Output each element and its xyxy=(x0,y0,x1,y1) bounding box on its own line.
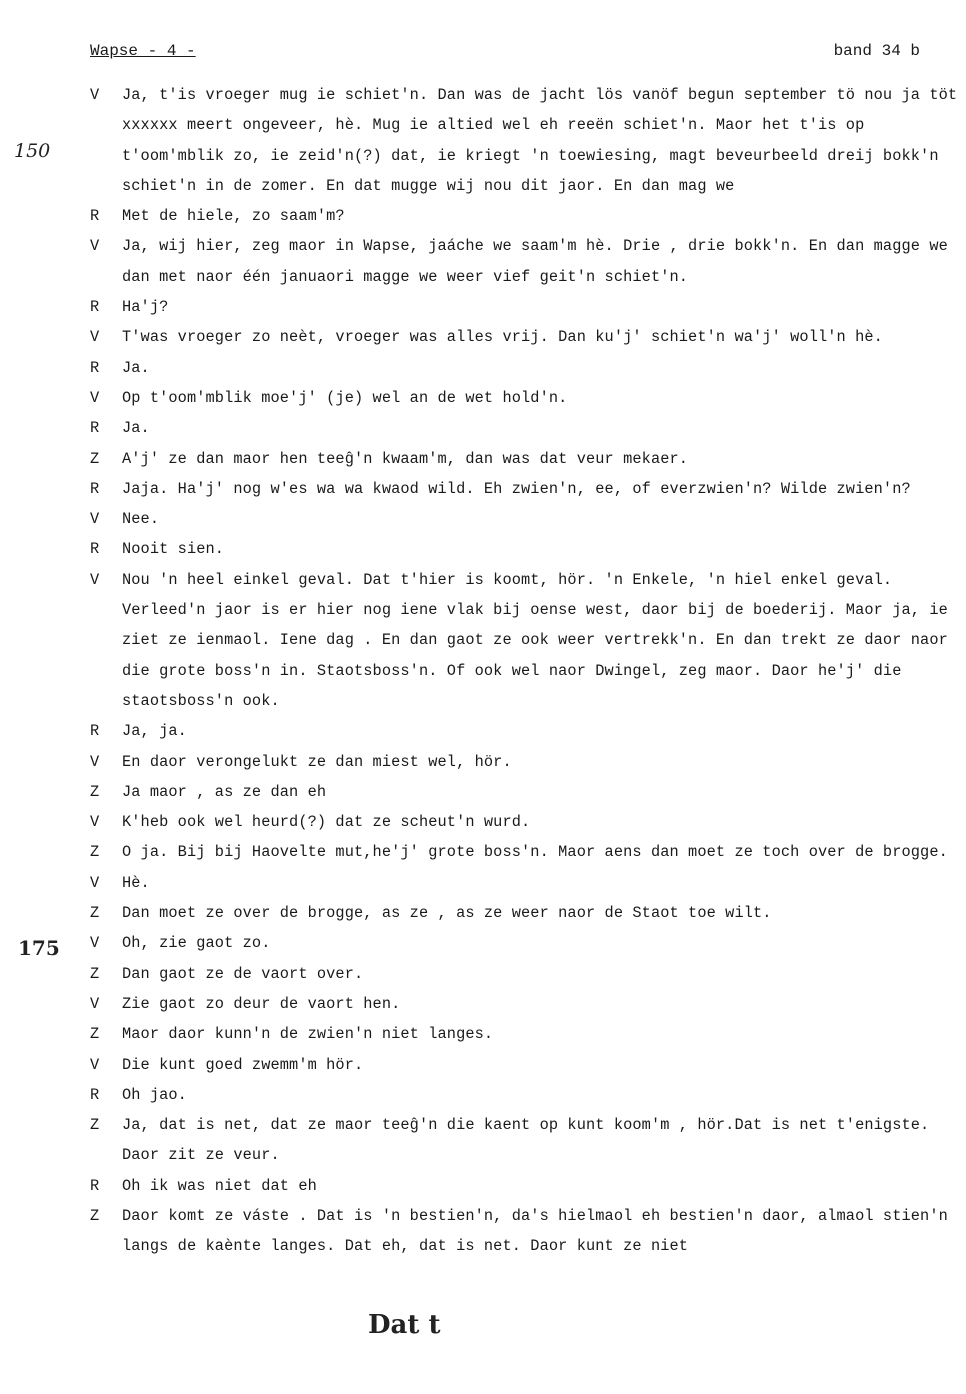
speaker-label: Z xyxy=(90,964,100,983)
speaker-label: Z xyxy=(90,1025,100,1044)
transcript-entry xyxy=(90,898,966,928)
utterance-text: Dan gaot ze de vaort over. xyxy=(122,964,364,983)
transcript-entry xyxy=(90,837,966,867)
utterance-text: Hè. xyxy=(122,873,150,892)
transcript-entry xyxy=(90,444,966,474)
transcript-entry xyxy=(90,322,966,352)
transcript-entry xyxy=(90,1050,966,1080)
transcript-entry xyxy=(90,1110,966,1171)
speaker-label: V xyxy=(90,237,100,256)
speaker-label: R xyxy=(90,298,100,317)
handwritten-correction: Dat t xyxy=(368,1310,441,1340)
transcript-entry xyxy=(90,747,966,777)
transcript-entry xyxy=(90,201,966,231)
utterance-text: O ja. Bij bij Haovelte mut,he'j' grote boss'n. Maor aens dan moet ze toch over de brogge. xyxy=(122,843,948,862)
speaker-label: R xyxy=(90,207,100,226)
utterance-text: Ja, ja. xyxy=(122,722,187,741)
transcript-entry xyxy=(90,807,966,837)
speaker-label: V xyxy=(90,994,100,1013)
utterance-text: Dan moet ze over de brogge, as ze , as ze weer naor de Staot toe wilt. xyxy=(122,904,772,923)
utterance-text: Maor daor kunn'n de zwien'n niet langes. xyxy=(122,1025,494,1044)
speaker-label: R xyxy=(90,1085,100,1104)
page-header xyxy=(90,42,920,66)
utterance-text: En daor verongelukt ze dan miest wel, hör. xyxy=(122,752,512,771)
speaker-label: V xyxy=(90,813,100,832)
speaker-label: V xyxy=(90,873,100,892)
transcript-entry xyxy=(90,989,966,1019)
utterance-text: Ja, wij hier, zeg maor in Wapse, jaáche we saam'm hè. Drie , drie bokk'n. En dan magge we dan met naor één januaori magge we weer vief geit'n schiet'n. xyxy=(122,237,948,286)
speaker-label: Z xyxy=(90,1206,100,1225)
speaker-label: V xyxy=(90,570,100,589)
utterance-text: Die kunt goed zwemm'm hör. xyxy=(122,1055,364,1074)
transcript-entry xyxy=(90,1080,966,1110)
utterance-text: Ja. xyxy=(122,419,150,438)
transcript-entry xyxy=(90,1171,966,1201)
transcript-entry xyxy=(90,534,966,564)
speaker-label: Z xyxy=(90,449,100,468)
transcript-entry xyxy=(90,1201,966,1262)
transcript-entry xyxy=(90,716,966,746)
transcript-entry xyxy=(90,383,966,413)
speaker-label: V xyxy=(90,510,100,529)
speaker-label: V xyxy=(90,388,100,407)
transcript-entry xyxy=(90,504,966,534)
utterance-text: Nee. xyxy=(122,510,160,529)
utterance-text: K'heb ook wel heurd(?) dat ze scheut'n wurd. xyxy=(122,813,531,832)
utterance-text: T'was vroeger zo neèt, vroeger was alles vrij. Dan ku'j' schiet'n wa'j' woll'n hè. xyxy=(122,328,883,347)
speaker-label: R xyxy=(90,419,100,438)
transcript-entry xyxy=(90,565,966,716)
transcript-entry xyxy=(90,353,966,383)
transcript-entry xyxy=(90,292,966,322)
transcript-entry xyxy=(90,928,966,958)
speaker-label: R xyxy=(90,540,100,559)
speaker-label: V xyxy=(90,328,100,347)
utterance-text: Oh ik was niet dat eh xyxy=(122,1176,317,1195)
transcript-entry xyxy=(90,474,966,504)
utterance-text: Ha'j? xyxy=(122,298,169,317)
header-tape-label: band 34 b xyxy=(833,42,920,60)
transcript xyxy=(90,80,966,1262)
utterance-text: Ja maor , as ze dan eh xyxy=(122,782,327,801)
utterance-text: Op t'oom'mblik moe'j' (je) wel an de wet hold'n. xyxy=(122,388,568,407)
utterance-text: A'j' ze dan maor hen teeĝ'n kwaam'm, dan was dat veur mekaer. xyxy=(122,449,689,468)
utterance-text: Nooit sien. xyxy=(122,540,225,559)
transcript-entry xyxy=(90,80,966,201)
speaker-label: Z xyxy=(90,904,100,923)
utterance-text: Daor komt ze váste . Dat is 'n bestien'n, da's hielmaol eh bestien'n daor, almaol stien'n langs de kaènte langes. Dat eh, dat is net. Daor kunt ze niet xyxy=(122,1206,948,1256)
utterance-text: Oh jao. xyxy=(122,1085,187,1104)
utterance-text: Oh, zie gaot zo. xyxy=(122,934,271,953)
speaker-label: V xyxy=(90,1055,100,1074)
utterance-text: Met de hiele, zo saam'm? xyxy=(122,207,345,226)
transcript-entry xyxy=(90,777,966,807)
speaker-label: V xyxy=(90,86,100,104)
transcript-entry xyxy=(90,868,966,898)
speaker-label: R xyxy=(90,722,100,741)
transcript-entry xyxy=(90,413,966,443)
speaker-label: Z xyxy=(90,782,100,801)
margin-note-175: 175 xyxy=(18,936,60,960)
utterance-text: Jaja. Ha'j' nog w'es wa wa kwaod wild. Eh zwien'n, ee, of everzwien'n? Wilde zwien'n? xyxy=(122,479,911,498)
speaker-label: Z xyxy=(90,1116,100,1135)
speaker-label: Z xyxy=(90,843,100,862)
utterance-text: Nou 'n heel einkel geval. Dat t'hier is koomt, hör. 'n Enkele, 'n hiel enkel geval. Verleed'n jaor is er hier nog iene vlak bij oense west, daor bij de boederij. Maor ja, ie ziet ze ienmaol. Iene dag . En dan gaot ze ook weer vertrekk'n. En dan trekt ze daor naor die grote boss'n in. Staotsboss'n. Of ook wel naor Dwingel, zeg maor. Daor he'j' die staotsboss'n ook. xyxy=(122,570,948,710)
speaker-label: V xyxy=(90,752,100,771)
transcript-entry xyxy=(90,1019,966,1049)
speaker-label: V xyxy=(90,934,100,953)
utterance-text: Zie gaot zo deur de vaort hen. xyxy=(122,994,401,1013)
speaker-label: R xyxy=(90,1176,100,1195)
transcript-entry xyxy=(90,231,966,292)
speaker-label: R xyxy=(90,479,100,498)
margin-note-150: 150 xyxy=(14,140,51,162)
transcript-entry xyxy=(90,959,966,989)
header-title: Wapse - 4 - xyxy=(90,42,196,60)
speaker-label: R xyxy=(90,358,100,377)
utterance-text: Ja, dat is net, dat ze maor teeĝ'n die kaent op kunt koom'm , hör.Dat is net t'enigste. Daor zit ze veur. xyxy=(122,1116,930,1165)
utterance-text: Ja, t'is vroeger mug ie schiet'n. Dan was de jacht lös vanöf begun september tö nou ja töt xxxxxx meert ongeveer, hè. Mug ie altied wel eh reeën schiet'n. Maor het t'is op t'oom'mblik zo, ie zeid'n(?) dat, ie kriegt 'n toewiesing, magt beveurbeeld dreij bokk'n schiet'n in de zomer. En dat mugge wij nou dit jaor. En dan mag we xyxy=(122,86,958,195)
utterance-text: Ja. xyxy=(122,358,150,377)
